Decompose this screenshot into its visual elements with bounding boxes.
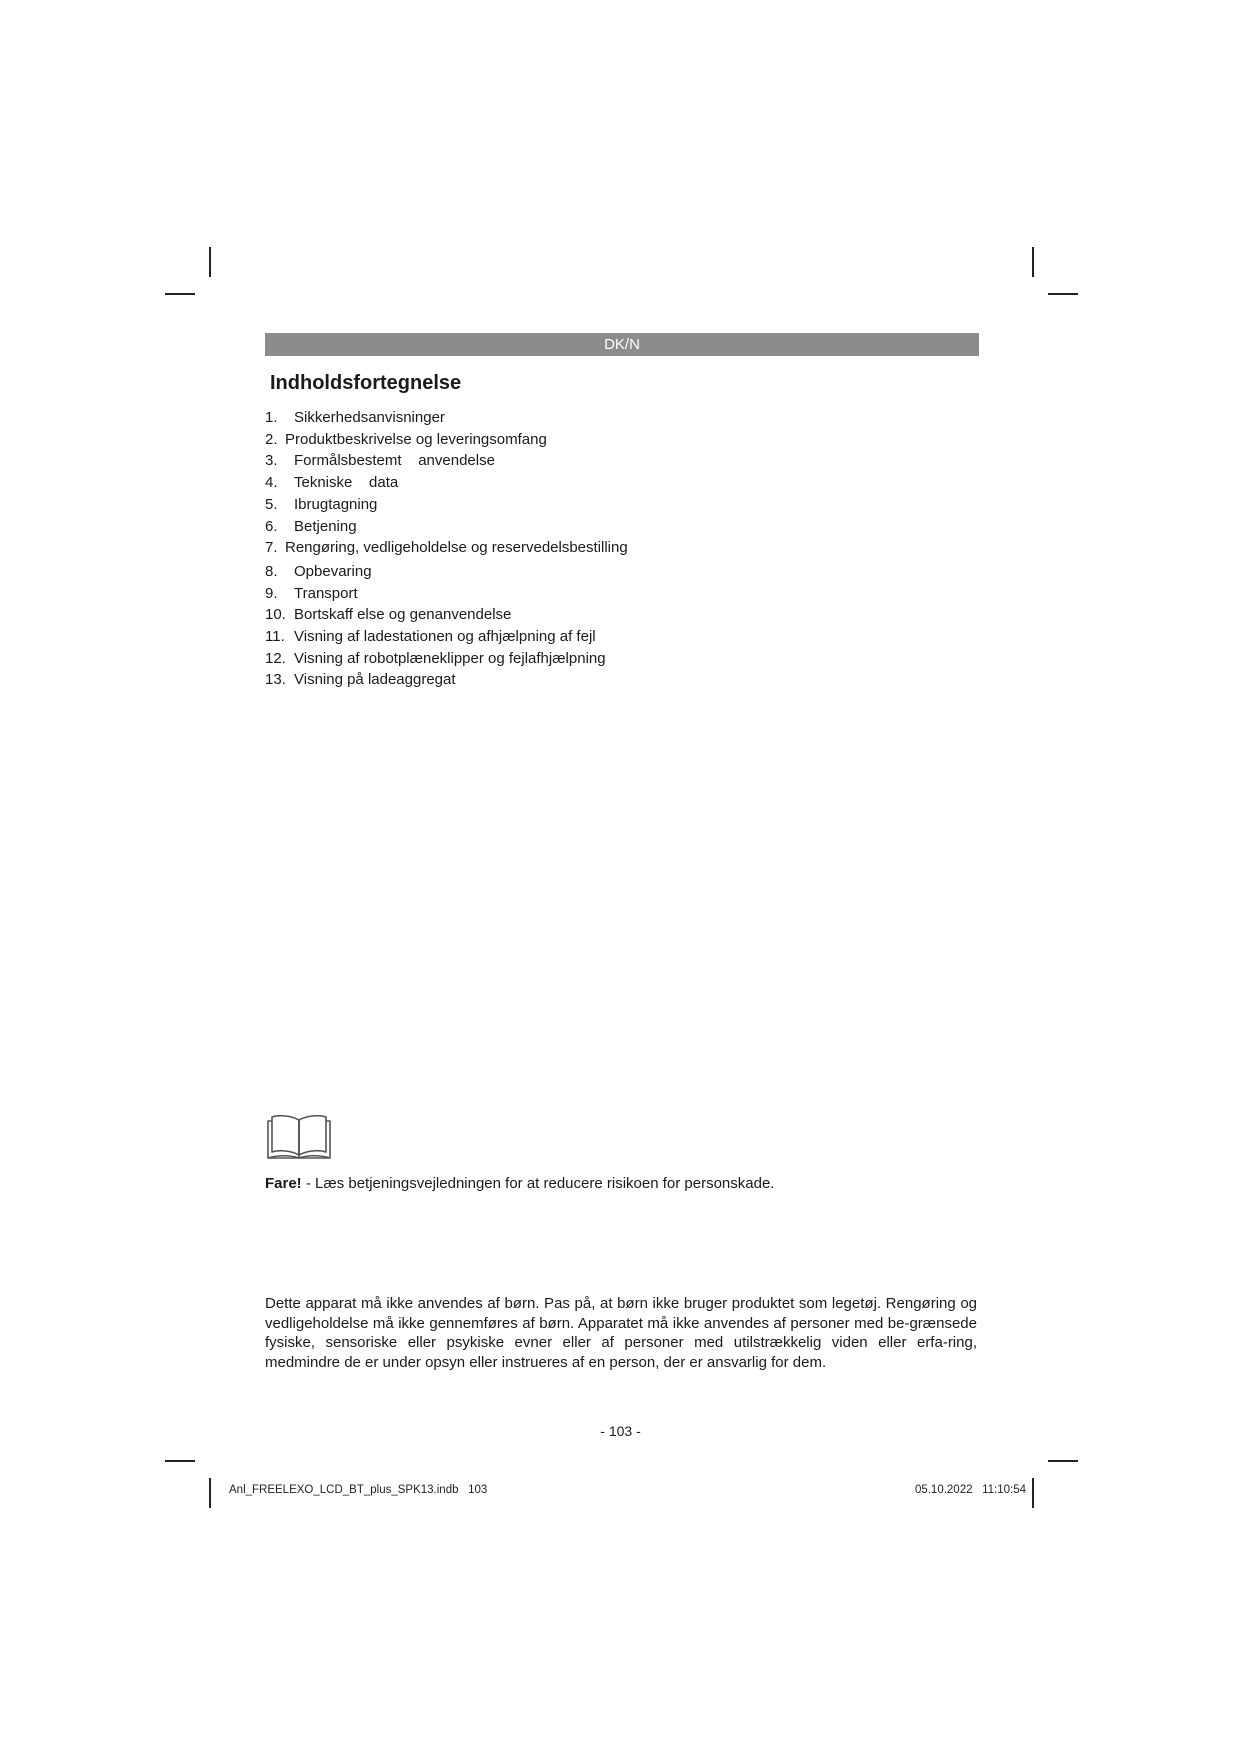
toc-item-label: Transport xyxy=(294,584,358,602)
toc-item xyxy=(265,472,628,494)
toc-item-number: 3. xyxy=(265,452,278,470)
toc-item xyxy=(265,648,628,670)
toc-item-label: Produktbeskrivelse og leveringsomfang xyxy=(285,430,547,448)
toc-title: Indholdsfortegnelse xyxy=(270,372,462,394)
toc-item xyxy=(265,561,628,583)
toc-item xyxy=(265,407,628,429)
toc-item xyxy=(265,494,628,516)
toc-item-number: 13. xyxy=(265,671,286,689)
danger-text: - Læs betjeningsvejledningen for at reducere risikoen for personskade. xyxy=(301,1175,775,1192)
toc-item-number: 2. xyxy=(265,430,278,448)
crop-mark-bottom-left-horizontal xyxy=(165,1460,195,1462)
crop-mark-bottom-left-vertical xyxy=(209,1478,211,1508)
toc-item-number: 8. xyxy=(265,562,278,580)
toc-item-label: Opbevaring xyxy=(294,562,372,580)
toc-item-label: Visning af robotplæneklipper og fejlafhjælpning xyxy=(294,649,606,667)
toc-item-label: Bortskaff else og genanvendelse xyxy=(294,606,512,624)
toc-item-label: Visning på ladeaggregat xyxy=(294,671,456,689)
toc-item-label: Betjening xyxy=(294,517,357,535)
crop-mark-top-right-horizontal xyxy=(1048,293,1078,295)
toc-item xyxy=(265,516,628,538)
book-icon xyxy=(266,1112,332,1160)
footer-file-name: Anl_FREELEXO_LCD_BT_plus_SPK13.indb 103 xyxy=(229,1484,488,1496)
toc-item xyxy=(265,583,628,605)
table-of-contents xyxy=(265,407,628,691)
crop-mark-top-right-vertical xyxy=(1032,247,1034,277)
crop-mark-bottom-right-horizontal xyxy=(1048,1460,1078,1462)
toc-item-number: 12. xyxy=(265,649,286,667)
crop-mark-bottom-right-vertical xyxy=(1032,1478,1034,1508)
toc-item-number: 9. xyxy=(265,584,278,602)
toc-item-number: 7. xyxy=(265,539,278,557)
toc-item-number: 11. xyxy=(265,628,285,646)
crop-mark-top-left-vertical xyxy=(209,247,211,277)
toc-item-number: 6. xyxy=(265,517,278,535)
toc-item-number: 5. xyxy=(265,495,278,513)
footer-timestamp: 05.10.2022 11:10:54 xyxy=(914,1484,1026,1496)
toc-item xyxy=(265,429,628,451)
toc-item xyxy=(265,537,628,559)
toc-item-label: Tekniske data xyxy=(294,474,399,492)
child-safety-warning: Dette apparat må ikke anvendes af børn. Pas på, at børn ikke bruger produktet som legetøj. Rengøring og vedligeholdelse må ikke gennemføres af børn. Apparatet må ikke anvendes af personer med be-grænsede fysiske, sensoriske eller psykiske evner eller af personer med utilstrækkelig viden eller erfa-ring, medmindre de er under opsyn eller instrueres af en person, der er ansvarlig for dem. xyxy=(265,1295,977,1371)
toc-item-number: 1. xyxy=(265,409,278,426)
page-number: - 103 - xyxy=(600,1423,641,1439)
toc-item-label: Sikkerhedsanvisninger xyxy=(294,409,445,426)
toc-item xyxy=(265,669,628,691)
toc-item xyxy=(265,604,628,626)
toc-item xyxy=(265,626,628,648)
crop-mark-top-left-horizontal xyxy=(165,293,195,295)
toc-item xyxy=(265,450,628,472)
danger-label: Fare! xyxy=(265,1175,302,1192)
toc-item-label: Visning af ladestationen og afhjælpning af fejl xyxy=(294,628,596,646)
toc-item-number: 10. xyxy=(265,606,286,624)
toc-item-label: Ibrugtagning xyxy=(294,495,378,513)
toc-item-number: 4. xyxy=(265,474,278,492)
language-bar: DK/N xyxy=(265,333,979,356)
toc-item-label: Formålsbestemt anvendelse xyxy=(294,452,495,470)
danger-notice xyxy=(265,1174,774,1194)
toc-item-label: Rengøring, vedligeholdelse og reservedelsbestilling xyxy=(285,539,628,557)
